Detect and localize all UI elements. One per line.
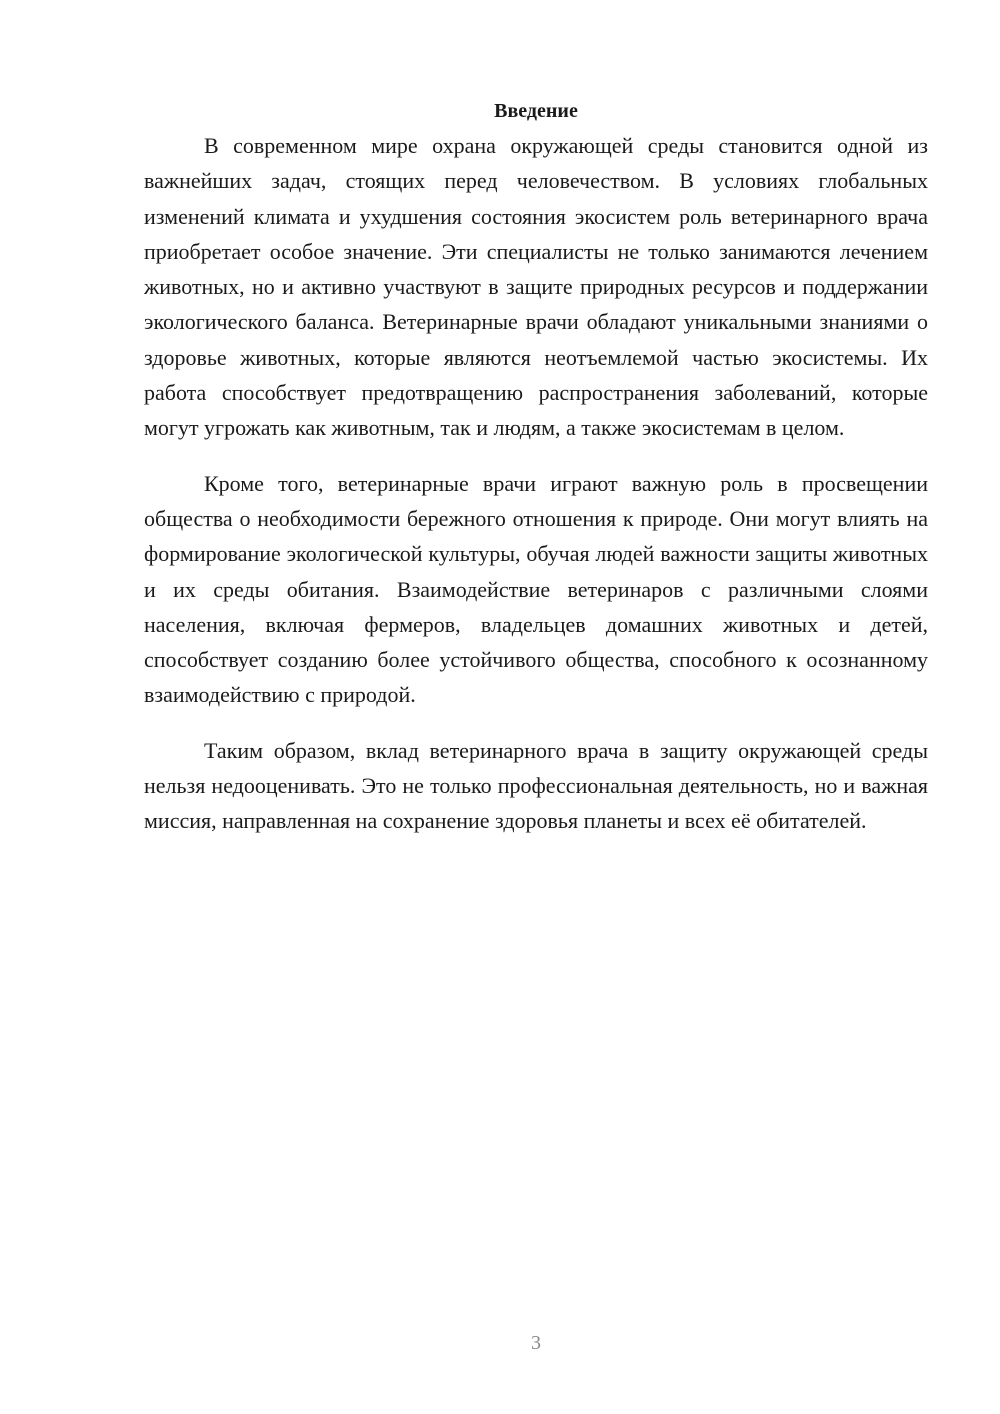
page-content (144, 96, 928, 839)
paragraph-3: Таким образом, вклад ветеринарного врача в защиту окружающей среды нельзя недооценивать. Это не только профессиональная деятельность, но и важная миссия, направленная на сохранение здоровья планеты и всех её обитателей. (144, 737, 928, 834)
paragraph-2: Кроме того, ветеринарные врачи играют важную роль в просвещении общества о необходимости бережного отношения к природе. Они могут влиять на формирование экологической культуры, обучая людей важности защиты животных и их среды обитания. Взаимодействие ветеринаров с различными слоями населения, включая фермеров, владельцев домашних животных и детей, способствует созданию более устойчивого общества, способного к осознанному взаимодействию с природой. (144, 470, 928, 708)
paragraph-1: В современном мире охрана окружающей среды становится одной из важнейших задач, стоящих перед человечеством. В условиях глобальных изменений климата и ухудшения состояния экосистем роль ветеринарного врача приобретает особое значение. Эти специалисты не только занимаются лечением животных, но и активно участвуют в защите природных ресурсов и поддержании экологического баланса. Ветеринарные врачи обладают уникальными знаниями о здоровье животных, которые являются неотъемлемой частью экосистемы. Их работа способствует предотвращению распространения заболеваний, которые могут угрожать как животным, так и людям, а также экосистемам в целом. (144, 133, 928, 441)
section-title: Введение (494, 100, 578, 122)
page-number: 3 (531, 1332, 541, 1354)
